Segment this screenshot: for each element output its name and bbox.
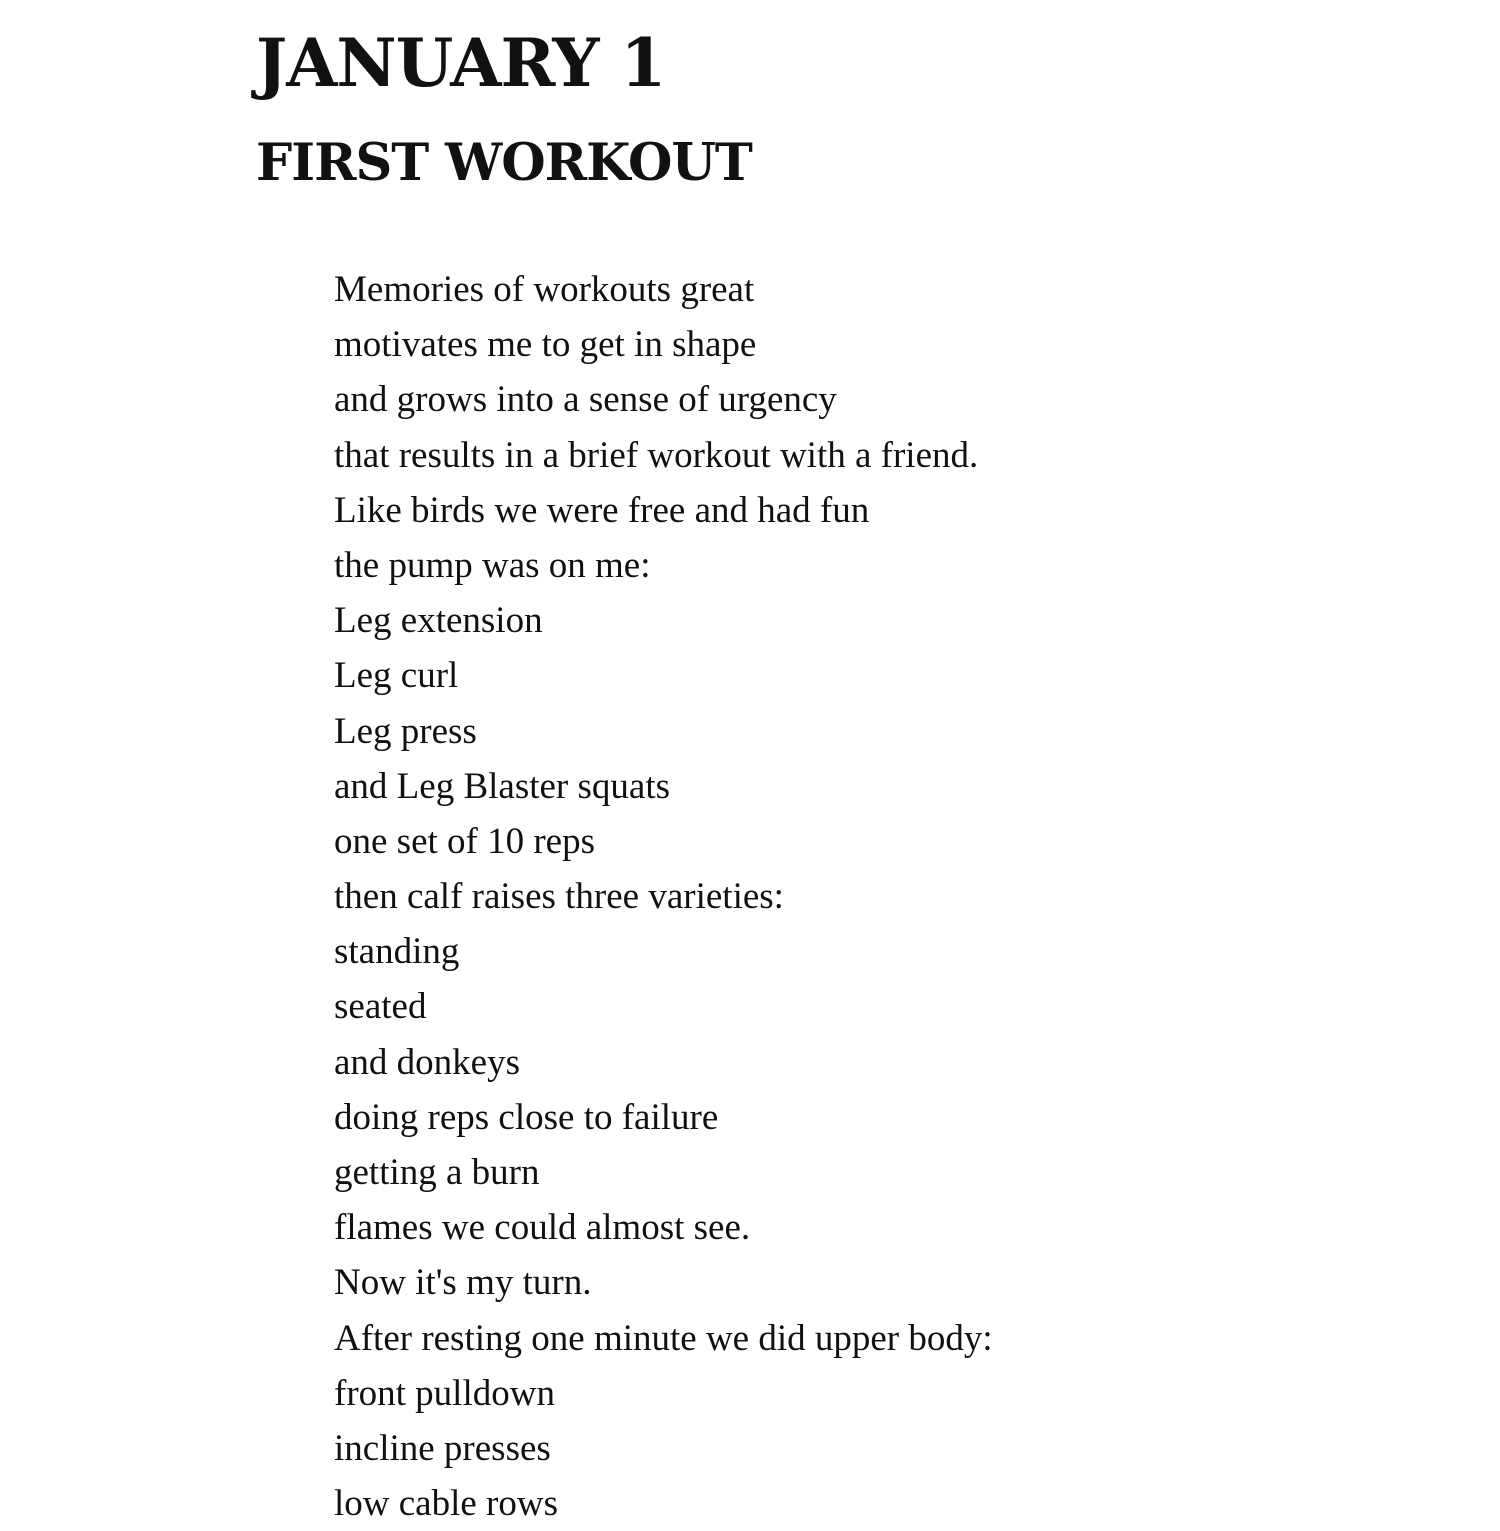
poem-line: and grows into a sense of urgency bbox=[334, 379, 837, 421]
poem-line: standing bbox=[334, 931, 460, 973]
poem-line: doing reps close to failure bbox=[334, 1096, 719, 1138]
poem-line: and Leg Blaster squats bbox=[334, 765, 670, 807]
poem-line: the pump was on me: bbox=[334, 544, 651, 586]
date-heading: JANUARY 1 bbox=[256, 24, 666, 102]
poem-title: FIRST WORKOUT bbox=[256, 133, 752, 193]
poem-body bbox=[334, 262, 993, 1531]
poem-line: then calf raises three varieties: bbox=[334, 876, 784, 918]
poem-line: Leg press bbox=[334, 710, 477, 752]
poem-line: Leg extension bbox=[334, 600, 543, 642]
poem-line: incline presses bbox=[334, 1427, 551, 1469]
poem-line: motivates me to get in shape bbox=[334, 324, 757, 366]
poem-line: Like birds we were free and had fun bbox=[334, 489, 870, 531]
poem-line: getting a burn bbox=[334, 1152, 540, 1193]
poem-line: one set of 10 reps bbox=[334, 820, 595, 862]
poem-line: After resting one minute we did upper body: bbox=[334, 1317, 993, 1359]
poem-line: low cable rows bbox=[334, 1483, 558, 1525]
poem-line: Memories of workouts great bbox=[334, 269, 755, 310]
poem-line: Now it's my turn. bbox=[334, 1262, 592, 1304]
poem-line: seated bbox=[334, 986, 427, 1028]
poem-line: front pulldown bbox=[334, 1372, 555, 1414]
poem-line: that results in a brief workout with a friend. bbox=[334, 434, 979, 476]
poem-line: Leg curl bbox=[334, 655, 459, 697]
poem-line: and donkeys bbox=[334, 1041, 520, 1083]
poem-line: flames we could almost see. bbox=[334, 1207, 751, 1249]
